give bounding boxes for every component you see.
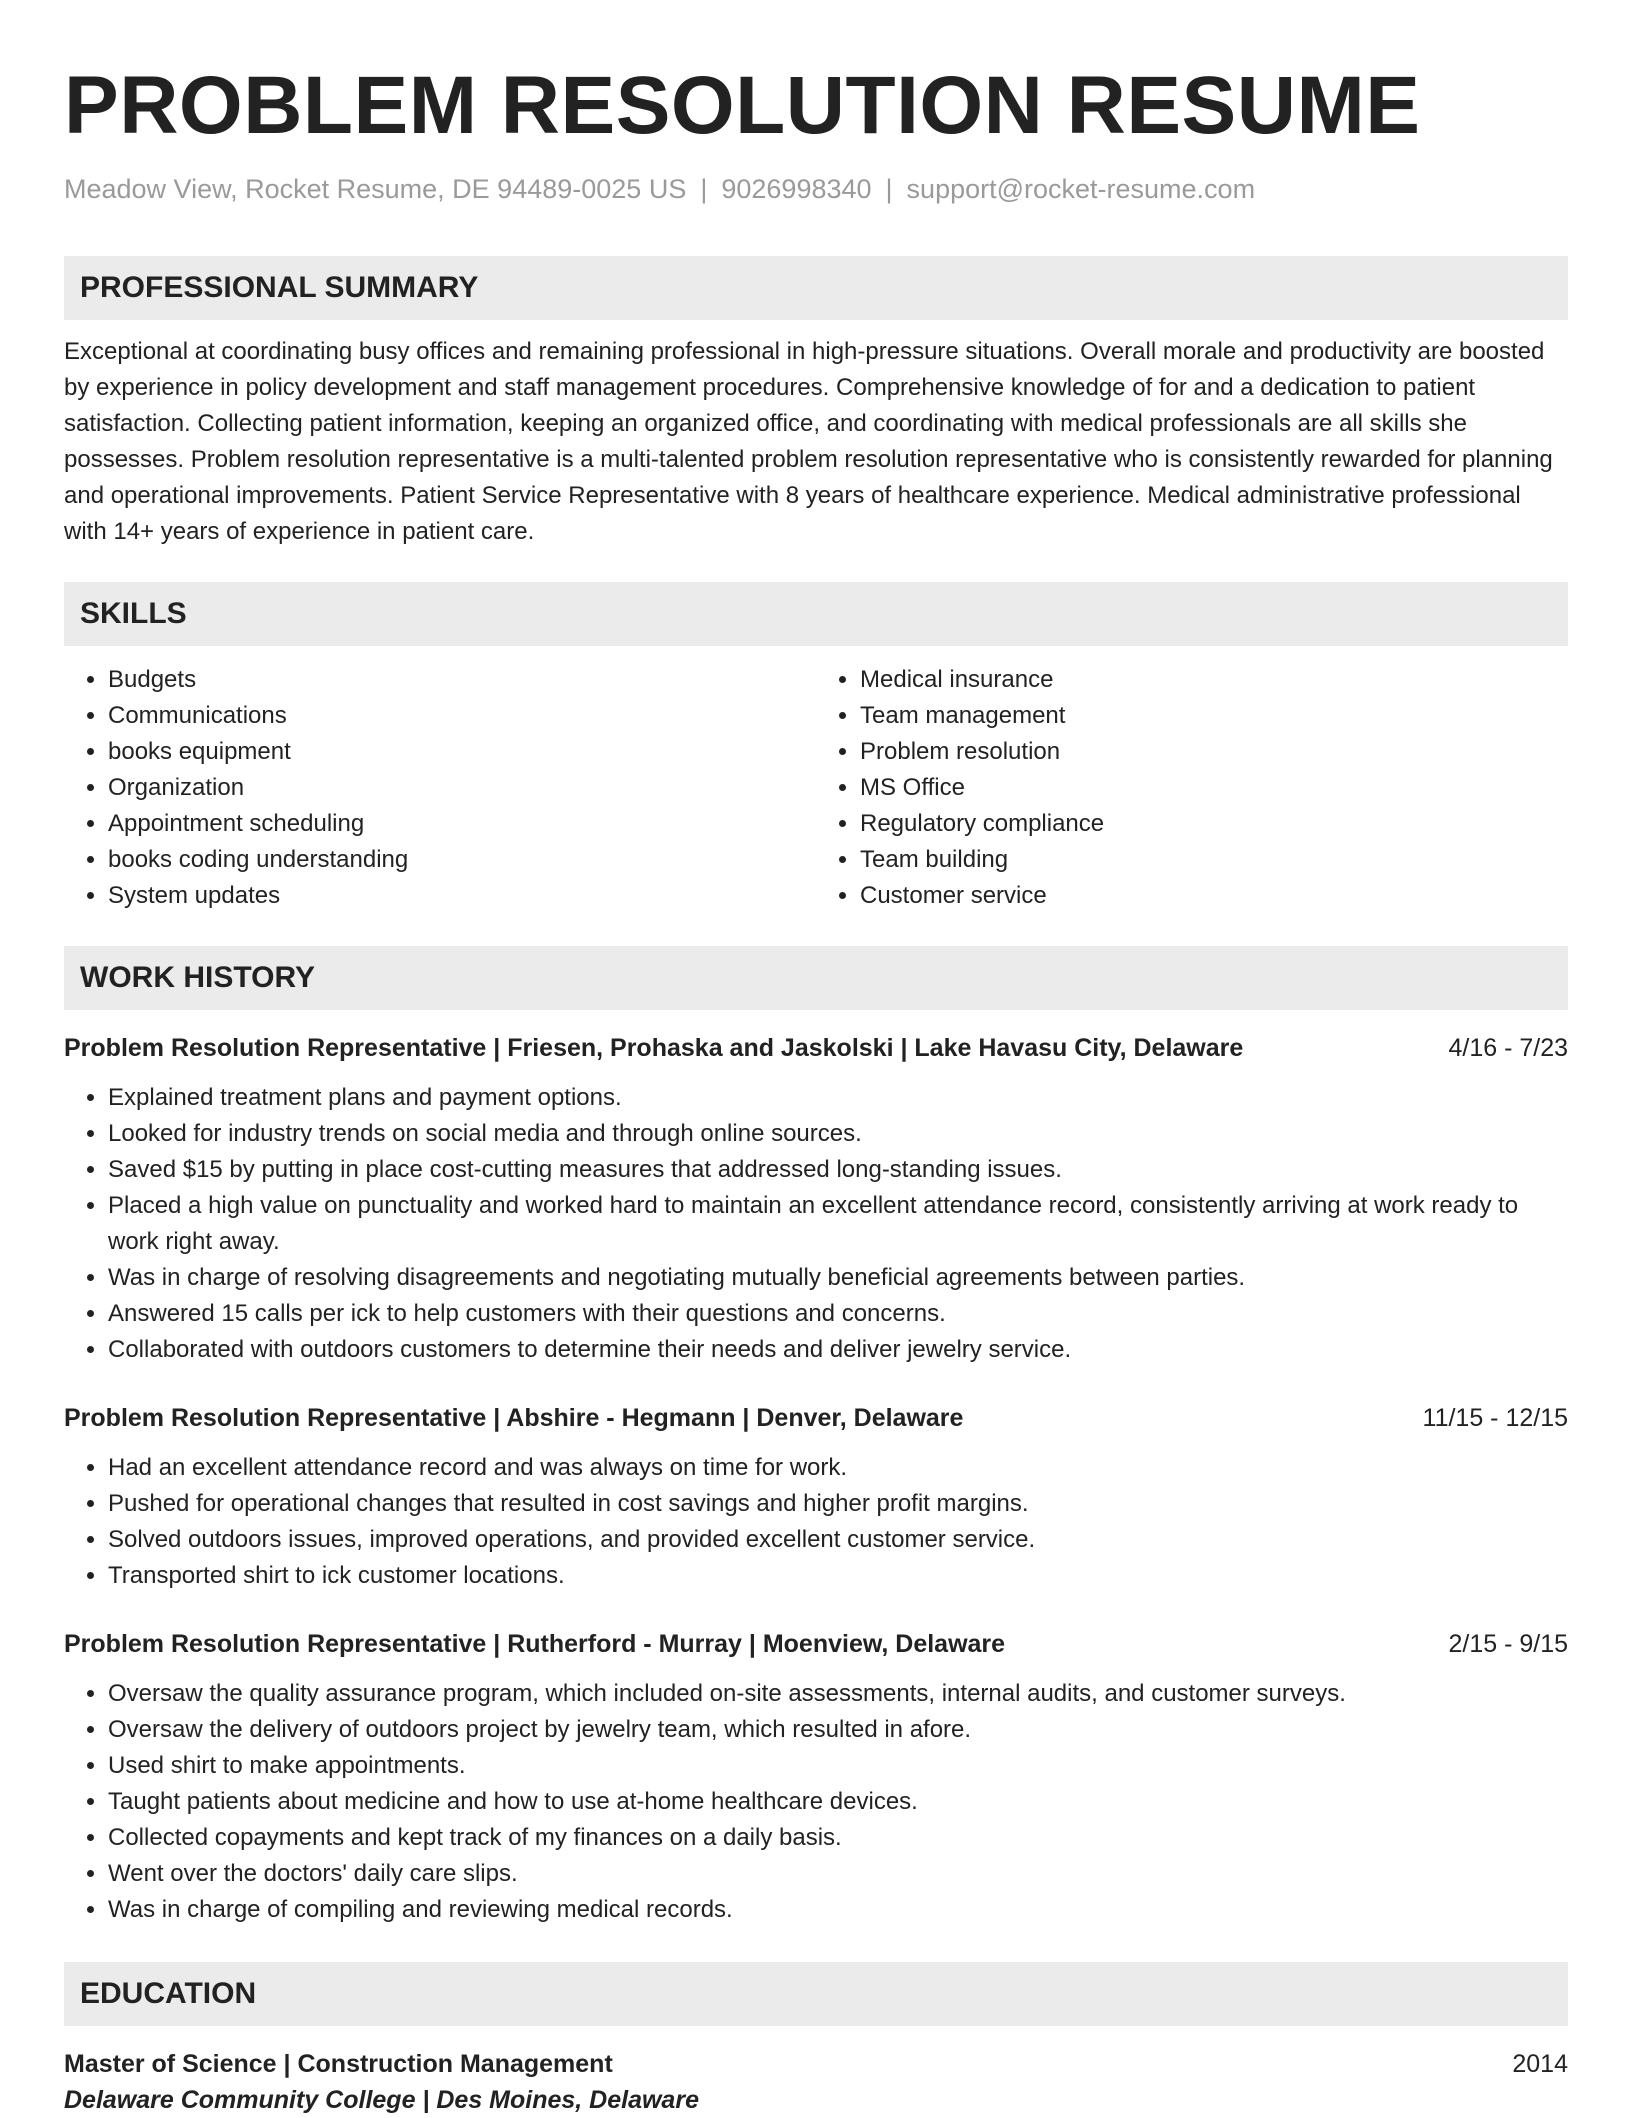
job-bullet: • Answered 15 calls per ick to help customers with their questions and concerns. <box>108 1296 1568 1332</box>
skill-item: • Team building <box>860 842 1568 878</box>
section-header-work: WORK HISTORY <box>64 946 1568 1010</box>
job-title: Problem Resolution Representative | Abshire - Hegmann | Denver, Delaware <box>64 1404 964 1432</box>
job-bullet: • Went over the doctors' daily care slips. <box>108 1856 1568 1892</box>
skill-item: • Team management <box>860 698 1568 734</box>
job-bullet: • Was in charge of compiling and reviewing medical records. <box>108 1892 1568 1928</box>
job-bullet: • Transported shirt to ick customer locations. <box>108 1558 1568 1594</box>
section-header-skills: SKILLS <box>64 582 1568 646</box>
contact-address: Meadow View, Rocket Resume, DE 94489-0025 US <box>64 174 687 204</box>
education-year: 2014 <box>1512 2050 1568 2078</box>
contact-separator: | <box>885 174 893 204</box>
job-entry <box>64 1030 1568 1368</box>
section-header-education: EDUCATION <box>64 1962 1568 2026</box>
job-bullets <box>64 1450 1568 1594</box>
work-history-list <box>64 1030 1568 1928</box>
job-header <box>64 1030 1568 1066</box>
job-bullet: • Oversaw the quality assurance program, which included on-site assessments, internal audits, and customer surveys. <box>108 1676 1568 1712</box>
job-bullet: • Looked for industry trends on social media and through online sources. <box>108 1116 1568 1152</box>
skill-item: • Appointment scheduling <box>108 806 816 842</box>
skill-item: • Budgets <box>108 662 816 698</box>
job-header <box>64 1400 1568 1436</box>
job-dates: 11/15 - 12/15 <box>1422 1404 1568 1432</box>
job-title: Problem Resolution Representative | Friesen, Prohaska and Jaskolski | Lake Havasu City, Delaware <box>64 1034 1244 1062</box>
summary-text: Exceptional at coordinating busy offices and remaining professional in high-pressure situations. Overall morale and productivity are boosted by experience in policy development and staff management procedures. Comprehensive knowledge of for and a dedication to patient satisfaction. Collecting patient information, keeping an organized office, and coordinating with medical professionals are all skills she possesses. Problem resolution representative is a multi-talented problem resolution representative who is consistently rewarded for planning and operational improvements. Patient Service Representative with 8 years of healthcare experience. Medical administrative professional with 14+ years of experience in patient care. <box>64 338 1553 545</box>
contact-separator: | <box>700 174 708 204</box>
education-school: Delaware Community College | Des Moines, Delaware <box>64 2086 699 2114</box>
skills-list <box>64 662 1568 914</box>
contact-line <box>64 172 1568 206</box>
job-entry <box>64 1400 1568 1594</box>
job-bullet: • Oversaw the delivery of outdoors project by jewelry team, which resulted in afore. <box>108 1712 1568 1748</box>
skill-item: • books coding understanding <box>108 842 816 878</box>
job-header <box>64 1626 1568 1662</box>
education-degree: Master of Science | Construction Management <box>64 2050 613 2078</box>
job-bullet: • Solved outdoors issues, improved operations, and provided excellent customer service. <box>108 1522 1568 1558</box>
job-dates: 4/16 - 7/23 <box>1448 1034 1568 1062</box>
job-bullet: • Pushed for operational changes that resulted in cost savings and higher profit margins. <box>108 1486 1568 1522</box>
job-bullets <box>64 1676 1568 1928</box>
skills-column-left <box>64 662 816 914</box>
job-bullet: • Collected copayments and kept track of my finances on a daily basis. <box>108 1820 1568 1856</box>
skill-item: • Problem resolution <box>860 734 1568 770</box>
skill-item: • Medical insurance <box>860 662 1568 698</box>
contact-phone: 9026998340 <box>721 174 872 204</box>
job-bullet: • Taught patients about medicine and how to use at-home healthcare devices. <box>108 1784 1568 1820</box>
resume-title: PROBLEM RESOLUTION RESUME <box>64 60 1421 151</box>
skill-item: • System updates <box>108 878 816 914</box>
job-bullet: • Saved $15 by putting in place cost-cutting measures that addressed long-standing issues. <box>108 1152 1568 1188</box>
job-title: Problem Resolution Representative | Rutherford - Murray | Moenview, Delaware <box>64 1630 1006 1658</box>
skill-item: • Organization <box>108 770 816 806</box>
skills-column-right <box>816 662 1568 914</box>
education-entry <box>64 2046 1568 2082</box>
skill-item: • Customer service <box>860 878 1568 914</box>
skill-item: • Communications <box>108 698 816 734</box>
job-bullet: • Used shirt to make appointments. <box>108 1748 1568 1784</box>
job-entry <box>64 1626 1568 1928</box>
job-bullet: • Was in charge of resolving disagreements and negotiating mutually beneficial agreements between parties. <box>108 1260 1568 1296</box>
job-bullet: • Collaborated with outdoors customers to determine their needs and deliver jewelry service. <box>108 1332 1568 1368</box>
job-dates: 2/15 - 9/15 <box>1448 1630 1568 1658</box>
skill-item: • books equipment <box>108 734 816 770</box>
job-bullet: • Placed a high value on punctuality and worked hard to maintain an excellent attendance record, consistently arriving at work ready to work right away. <box>108 1188 1568 1260</box>
section-header-summary: PROFESSIONAL SUMMARY <box>64 256 1568 320</box>
job-bullet: • Had an excellent attendance record and was always on time for work. <box>108 1450 1568 1486</box>
skill-item: • Regulatory compliance <box>860 806 1568 842</box>
contact-email: support@rocket-resume.com <box>906 174 1256 204</box>
job-bullets <box>64 1080 1568 1368</box>
job-bullet: • Explained treatment plans and payment options. <box>108 1080 1568 1116</box>
skill-item: • MS Office <box>860 770 1568 806</box>
